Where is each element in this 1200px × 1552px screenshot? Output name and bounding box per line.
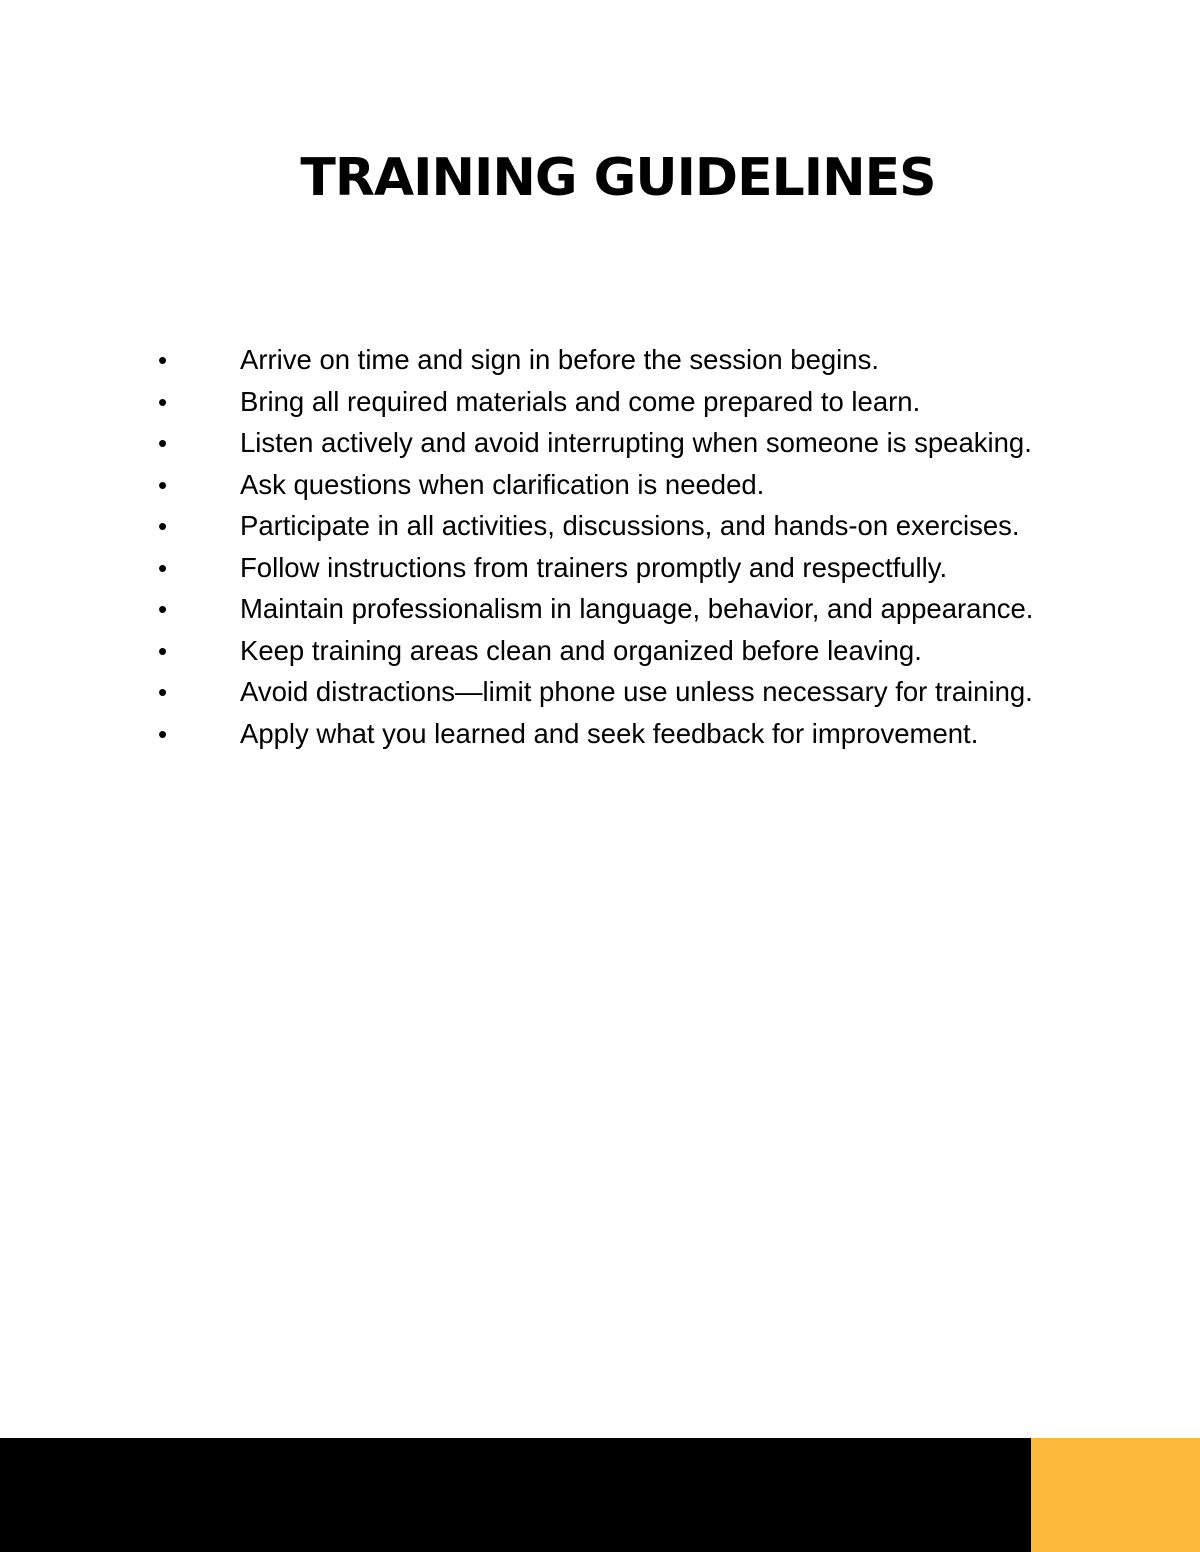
footer-bar bbox=[0, 1438, 1031, 1552]
guideline-item bbox=[158, 426, 1040, 460]
guideline-item bbox=[158, 468, 1040, 502]
guideline-item bbox=[158, 717, 1118, 751]
guideline-text: Avoid distractions—limit phone use unless necessary for training. bbox=[240, 676, 1033, 707]
guideline-item bbox=[158, 675, 1040, 709]
guideline-item bbox=[158, 634, 1118, 668]
bullet-icon: • bbox=[158, 594, 168, 624]
page-title: TRAINING GUIDELINES bbox=[300, 148, 936, 208]
bullet-icon: • bbox=[158, 345, 168, 375]
guideline-text: Ask questions when clarification is needed. bbox=[240, 468, 765, 500]
bullet-icon: • bbox=[158, 386, 168, 417]
guideline-item bbox=[158, 509, 1118, 543]
guideline-text: Participate in all activities, discussions, and hands-on exercises. bbox=[240, 510, 1020, 541]
guideline-text: Follow instructions from trainers promptly and respectfully. bbox=[240, 551, 948, 583]
bullet-icon: • bbox=[158, 718, 168, 749]
guidelines-list bbox=[158, 343, 1118, 758]
guideline-item bbox=[158, 592, 1040, 626]
bullet-icon: • bbox=[158, 635, 168, 666]
bullet-icon: • bbox=[158, 428, 168, 458]
guideline-text: Keep training areas clean and organized before leaving. bbox=[240, 634, 922, 666]
bullet-icon: • bbox=[158, 511, 168, 541]
footer-accent-block bbox=[1031, 1438, 1200, 1552]
guideline-text: Arrive on time and sign in before the session begins. bbox=[240, 344, 879, 375]
bullet-icon: • bbox=[158, 677, 168, 707]
guideline-text: Maintain professionalism in language, behavior, and appearance. bbox=[240, 593, 1034, 624]
guideline-item bbox=[158, 551, 1118, 585]
bullet-icon: • bbox=[158, 469, 168, 500]
guideline-item bbox=[158, 343, 1040, 377]
guideline-text: Listen actively and avoid interrupting when someone is speaking. bbox=[240, 427, 1032, 458]
bullet-icon: • bbox=[158, 552, 168, 583]
guideline-text: Apply what you learned and seek feedback for improvement. bbox=[240, 717, 979, 749]
guideline-text: Bring all required materials and come prepared to learn. bbox=[240, 385, 921, 417]
guideline-item bbox=[158, 385, 1118, 419]
